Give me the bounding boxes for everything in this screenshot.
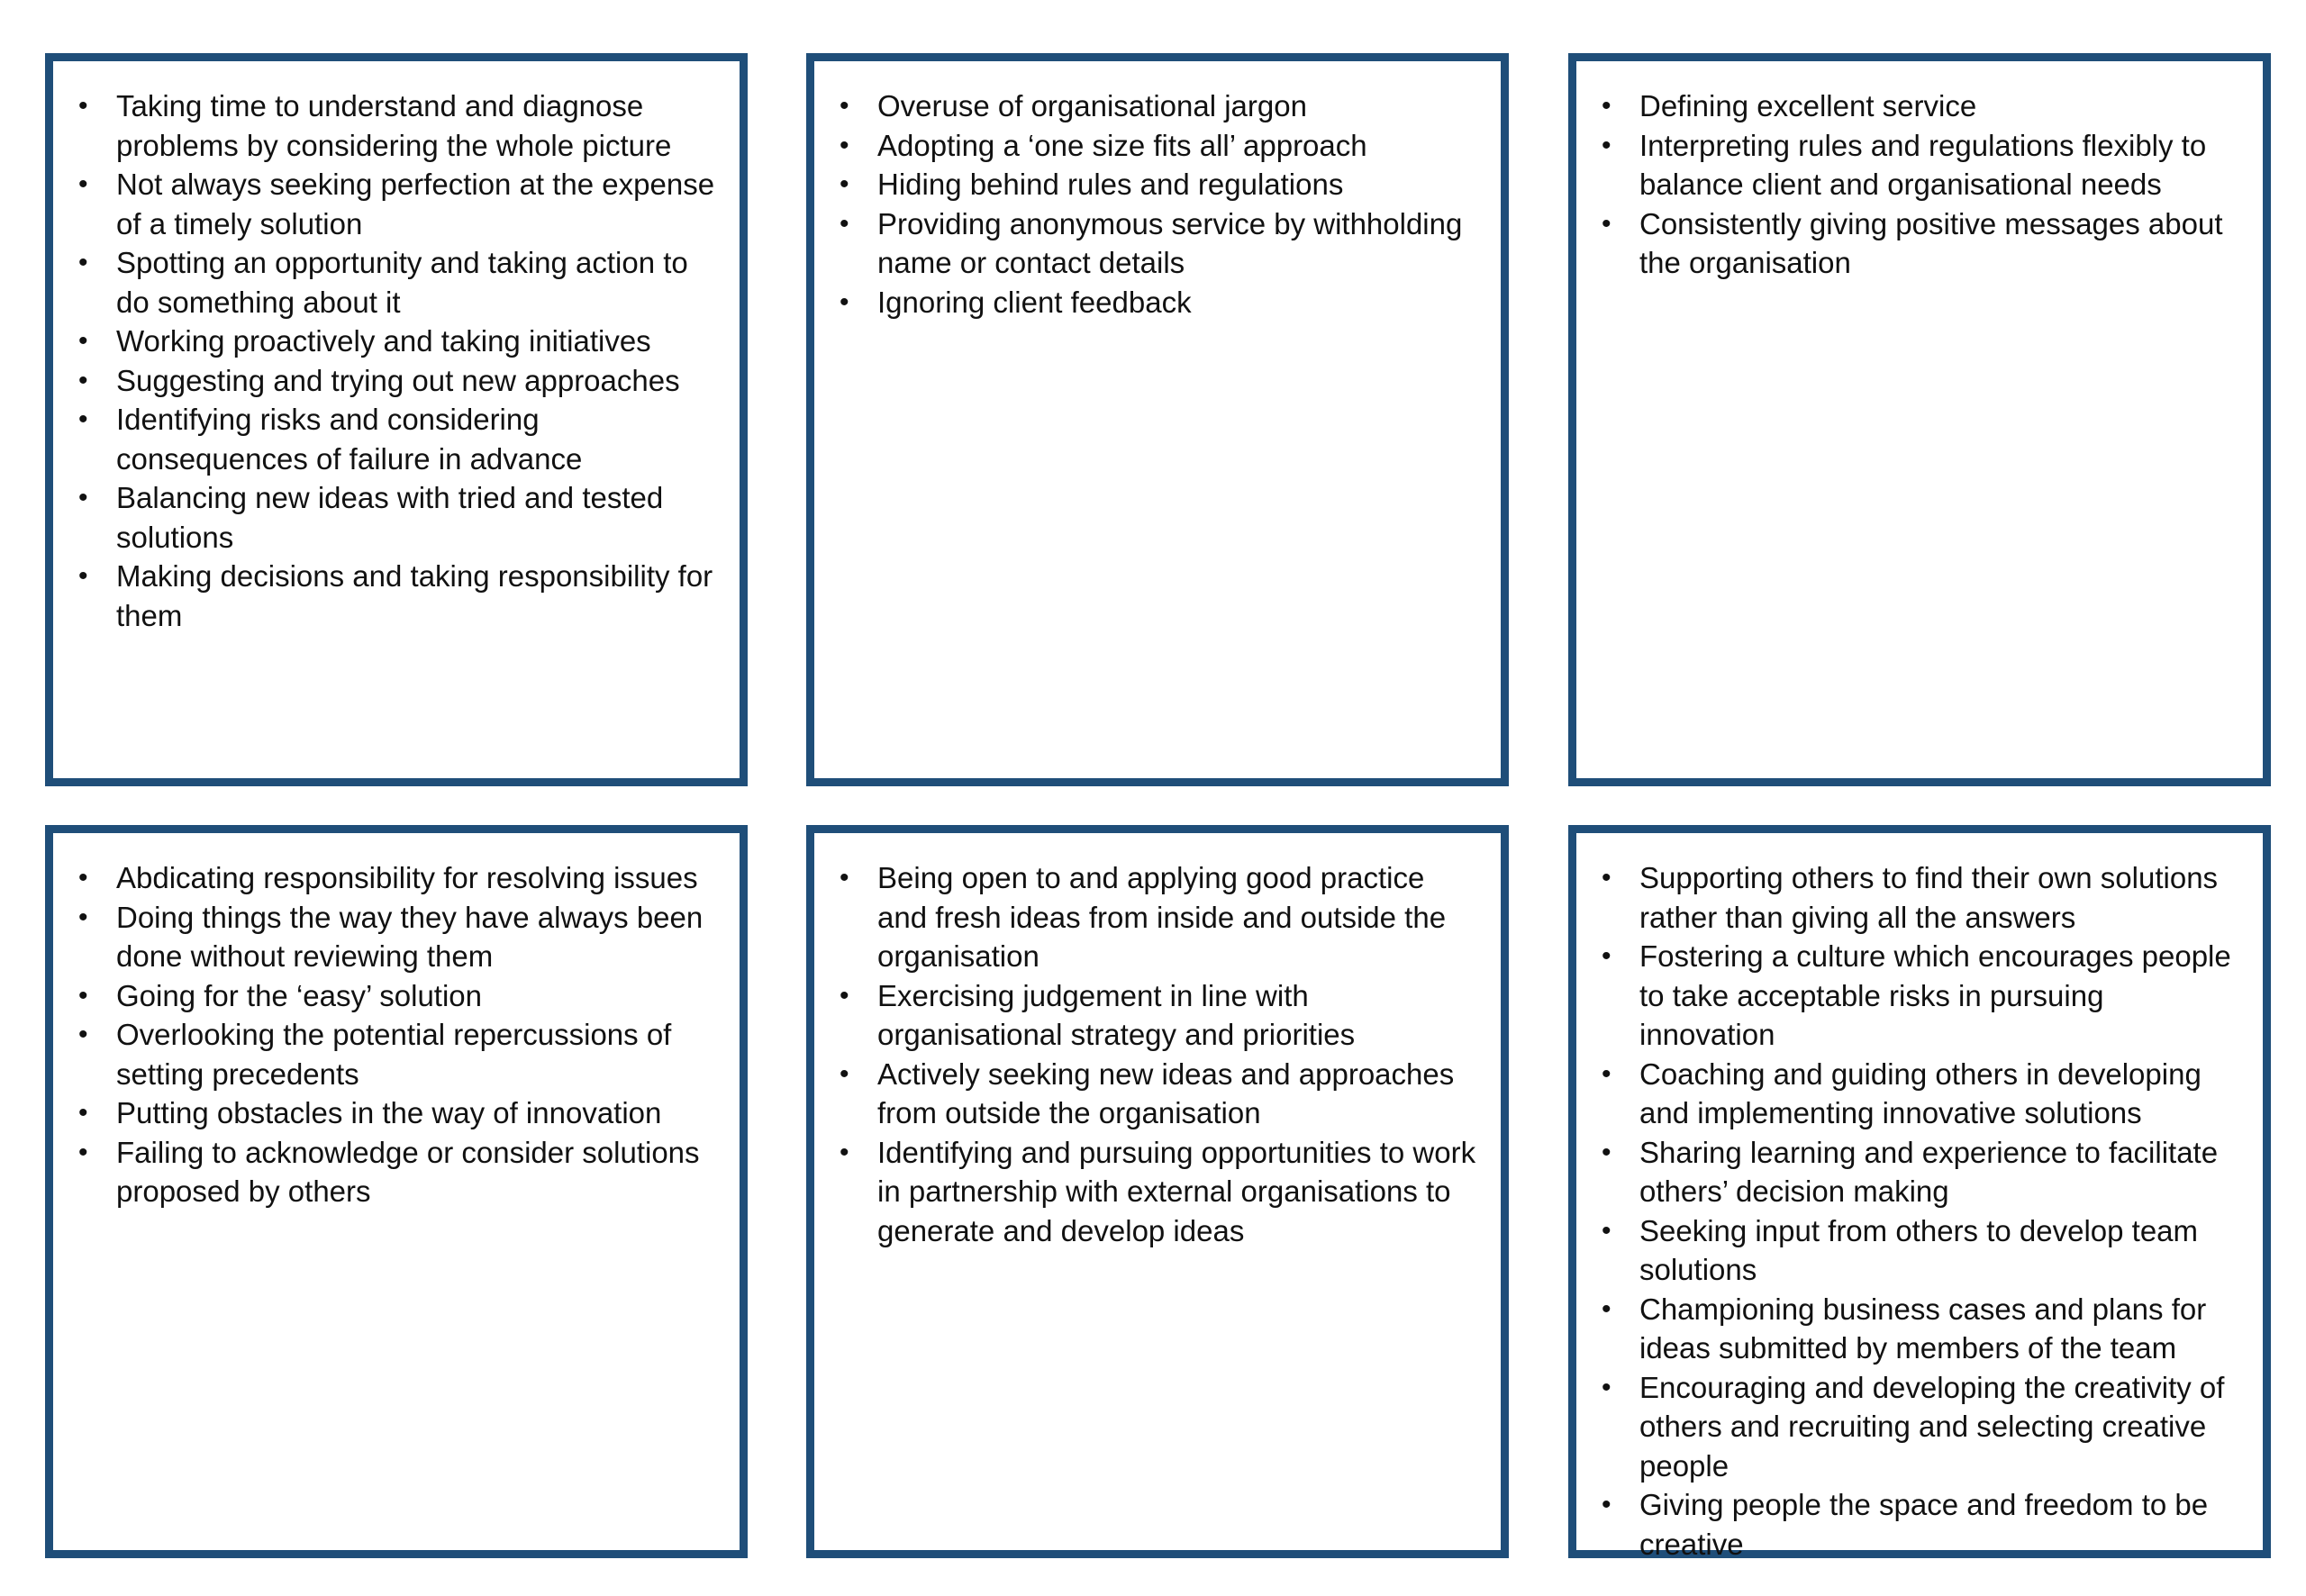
list-item: • Exercising judgement in line with organisational strategy and priorities [831,976,1481,1055]
bullet-list [1593,86,2243,283]
list-item: • Ignoring client feedback [831,283,1481,322]
list-item: • Adopting a ‘one size fits all’ approach [831,126,1481,166]
list-item: • Defining excellent service [1593,86,2243,126]
list-item: • Actively seeking new ideas and approaches from outside the organisation [831,1055,1481,1133]
card-top-left [45,53,748,786]
list-item: • Failing to acknowledge or consider solutions proposed by others [69,1133,720,1211]
list-item: • Going for the ‘easy’ solution [69,976,720,1016]
list-item: • Overlooking the potential repercussions of setting precedents [69,1015,720,1093]
list-item: • Identifying and pursuing opportunities to work in partnership with external organisations to generate and develop ideas [831,1133,1481,1251]
list-item: • Hiding behind rules and regulations [831,165,1481,204]
list-item: • Balancing new ideas with tried and tested solutions [69,478,720,557]
bullet-list [831,858,1481,1250]
list-item: • Providing anonymous service by withholding name or contact details [831,204,1481,283]
list-item: • Supporting others to find their own solutions rather than giving all the answers [1593,858,2243,937]
bullet-list [831,86,1481,322]
list-item: • Being open to and applying good practice and fresh ideas from inside and outside the organisation [831,858,1481,976]
list-item: • Consistently giving positive messages about the organisation [1593,204,2243,283]
bullet-list [1593,858,2243,1564]
list-item: • Not always seeking perfection at the expense of a timely solution [69,165,720,243]
list-item: • Coaching and guiding others in developing and implementing innovative solutions [1593,1055,2243,1133]
list-item: • Giving people the space and freedom to be creative [1593,1485,2243,1564]
list-item: • Sharing learning and experience to facilitate others’ decision making [1593,1133,2243,1211]
list-item: • Championing business cases and plans for ideas submitted by members of the team [1593,1290,2243,1368]
list-item: • Suggesting and trying out new approaches [69,361,720,401]
bullet-list [69,858,720,1211]
bullet-list [69,86,720,635]
list-item: • Interpreting rules and regulations flexibly to balance client and organisational needs [1593,126,2243,204]
card-bottom-middle [806,825,1509,1558]
list-item: • Abdicating responsibility for resolving issues [69,858,720,898]
list-item: • Putting obstacles in the way of innovation [69,1093,720,1133]
card-bottom-left [45,825,748,1558]
list-item: • Identifying risks and considering consequences of failure in advance [69,400,720,478]
card-top-middle [806,53,1509,786]
list-item: • Making decisions and taking responsibility for them [69,557,720,635]
list-item: • Overuse of organisational jargon [831,86,1481,126]
card-bottom-right [1568,825,2271,1561]
card-top-right [1568,53,2271,786]
list-item: • Taking time to understand and diagnose problems by considering the whole picture [69,86,720,165]
list-item: • Fostering a culture which encourages people to take acceptable risks in pursuing innovation [1593,937,2243,1055]
list-item: • Spotting an opportunity and taking action to do something about it [69,243,720,322]
list-item: • Doing things the way they have always been done without reviewing them [69,898,720,976]
list-item: • Encouraging and developing the creativity of others and recruiting and selecting creative people [1593,1368,2243,1486]
list-item: • Seeking input from others to develop team solutions [1593,1211,2243,1290]
list-item: • Working proactively and taking initiatives [69,322,720,361]
